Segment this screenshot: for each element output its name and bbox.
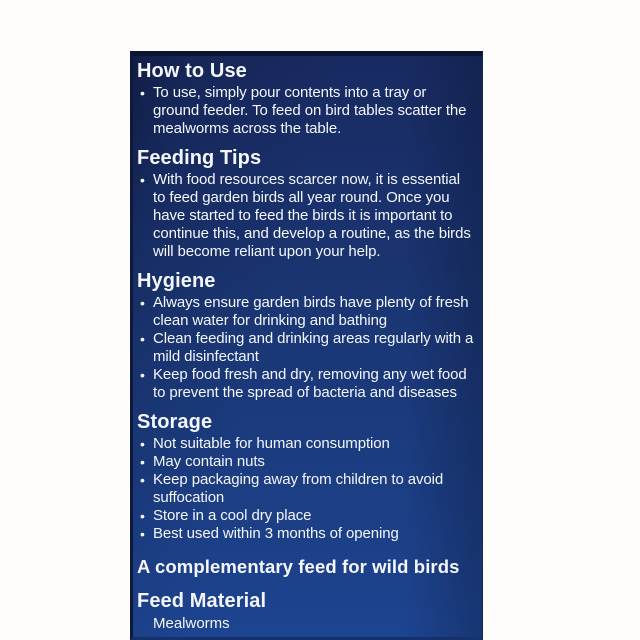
bullet-item: • Not suitable for human consumption: [137, 435, 475, 453]
product-info-panel: [130, 51, 483, 640]
section-heading-feeding-tips: Feeding Tips: [137, 147, 262, 169]
bullet-item: • Clean feeding and drinking areas regularly with a mild disinfectant: [137, 330, 475, 366]
feeding-tips-list: [137, 171, 475, 261]
bullet-item: • Always ensure garden birds have plenty of fresh clean water for drinking and bathing: [137, 294, 475, 330]
how-to-use-list: [137, 84, 475, 138]
bullet-item: • Best used within 3 months of opening: [137, 525, 475, 543]
bullet-item: • May contain nuts: [137, 453, 475, 471]
section-heading-hygiene: Hygiene: [137, 270, 216, 292]
panel-content: [133, 56, 482, 633]
bullet-item: • Keep food fresh and dry, removing any wet food to prevent the spread of bacteria and diseases: [137, 366, 475, 402]
storage-list: [137, 435, 475, 543]
bullet-item: • Keep packaging away from children to avoid suffocation: [137, 471, 475, 507]
bullet-item: • With food resources scarcer now, it is essential to feed garden birds all year round. Once you have started to feed the birds it is important to continue this, and develop a routine, as the birds will become reliant upon your help.: [137, 171, 475, 261]
feed-material-value: Mealworms: [153, 615, 230, 633]
complementary-feed-statement: A complementary feed for wild birds: [137, 556, 460, 577]
bullet-item: • Store in a cool dry place: [137, 507, 475, 525]
section-heading-feed-material: Feed Material: [137, 590, 267, 613]
section-heading-storage: Storage: [137, 411, 213, 433]
hygiene-list: [137, 294, 475, 402]
bullet-item: • To use, simply pour contents into a tray or ground feeder. To feed on bird tables scatter the mealworms across the table.: [137, 84, 475, 138]
section-heading-how-to-use: How to Use: [137, 60, 247, 82]
